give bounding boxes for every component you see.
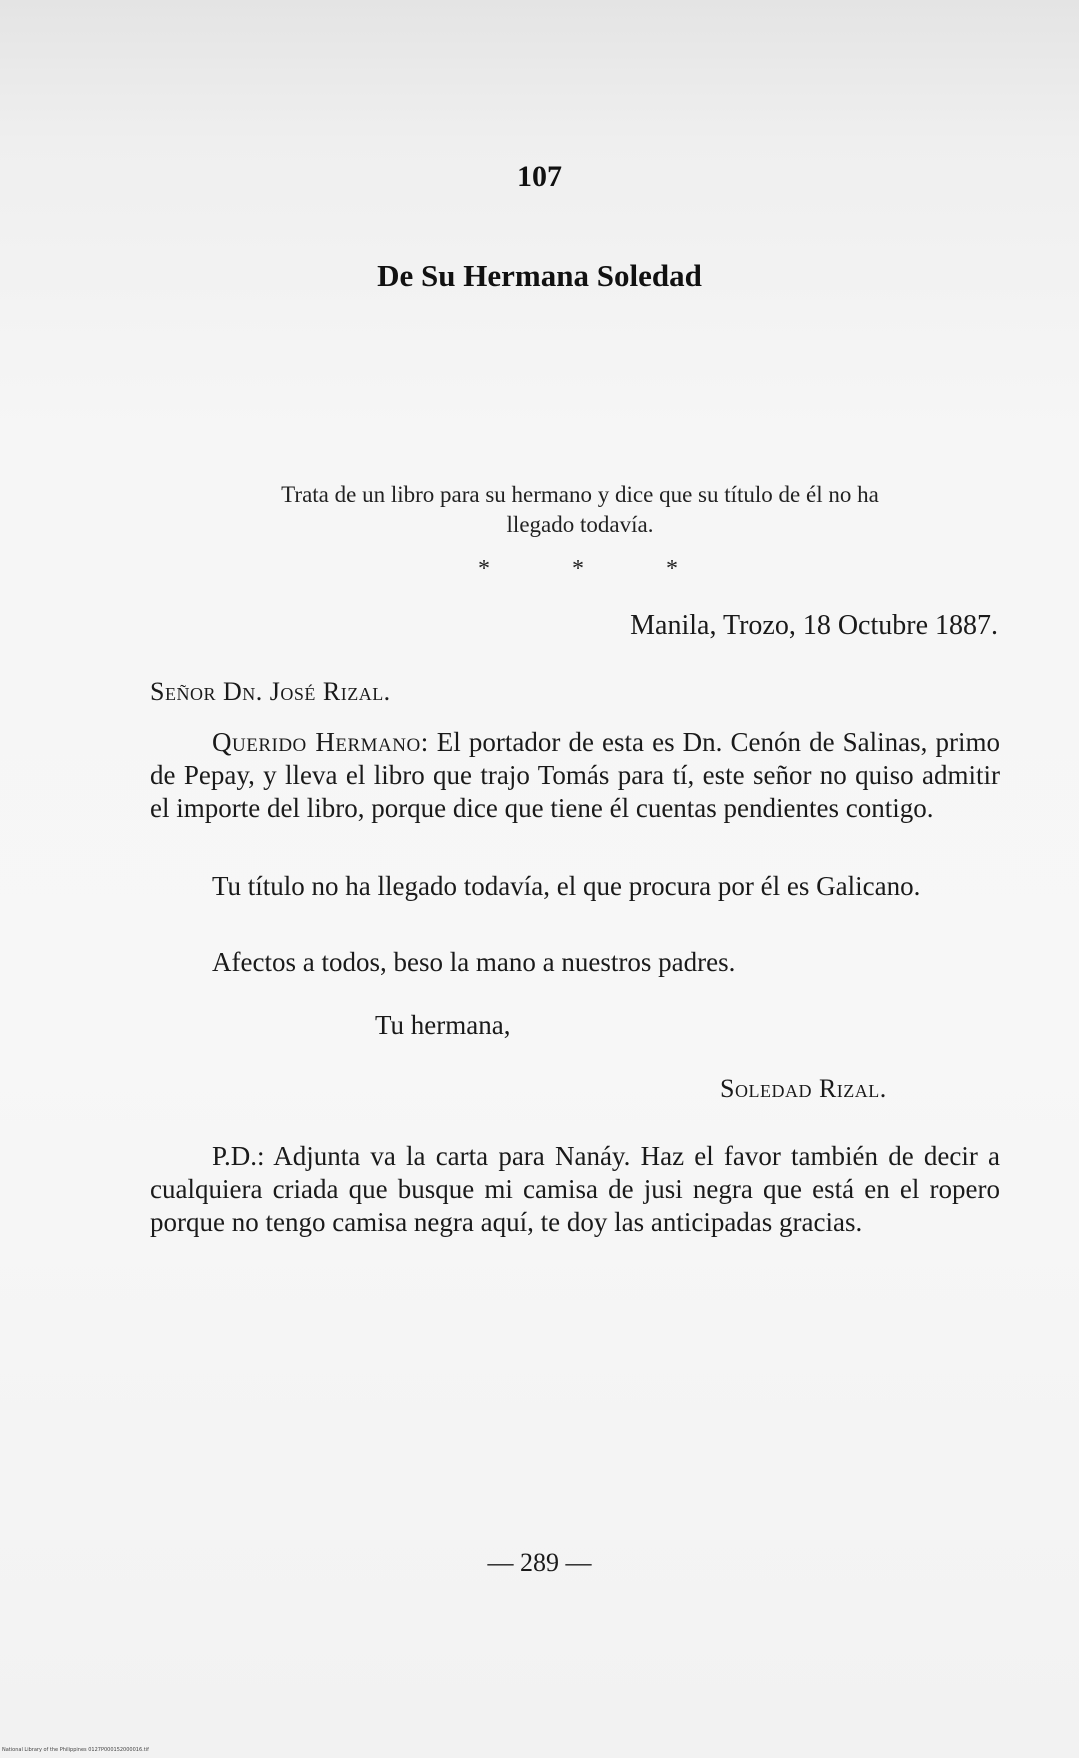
postscript xyxy=(150,1140,1000,1239)
paragraph-text: Tu título no ha llegado todavía, el que procura por él es Galicano. xyxy=(212,871,921,901)
section-separator xyxy=(478,556,678,583)
signature: Soledad Rizal. xyxy=(720,1074,887,1103)
paragraph-1 xyxy=(150,726,1000,825)
separator-star: * xyxy=(666,556,678,582)
paragraph-2 xyxy=(150,870,1000,903)
postscript-text: P.D.: Adjunta va la carta para Nanáy. Haz el favor también de decir a cualquiera criada que busque mi camisa de jusi negra que está en el ropero porque no tengo camisa negra aquí, te doy las anticipadas gracias. xyxy=(150,1141,1000,1237)
separator-star: * xyxy=(478,556,490,582)
dateline: Manila, Trozo, 18 Octubre 1887. xyxy=(630,610,998,641)
paragraph-3 xyxy=(150,946,1000,979)
scan-footer: National Library of the Philippines 0127P000152000016.tif xyxy=(2,1747,149,1753)
salutation: Señor Dn. José Rizal. xyxy=(150,677,391,706)
letter-summary: Trata de un libro para su hermano y dice que su título de él no ha llegado todavía. xyxy=(281,482,879,537)
paragraph-text: El portador de esta es Dn. Cenón de Salinas, primo de Pepay, y lleva el libro que trajo Tomás para tí, este señor no quiso admitir el importe del libro, porque dice que tiene él cuentas pendientes contigo. xyxy=(150,727,1000,823)
greeting: Querido Hermano: xyxy=(212,727,429,757)
separator-star: * xyxy=(572,556,584,582)
page-number: — 289 — xyxy=(487,1548,592,1577)
paragraph-text: Afectos a todos, beso la mano a nuestros padres. xyxy=(212,947,736,977)
closing: Tu hermana, xyxy=(375,1010,511,1040)
letter-number: 107 xyxy=(517,160,562,193)
letter-title: De Su Hermana Soledad xyxy=(377,258,702,293)
